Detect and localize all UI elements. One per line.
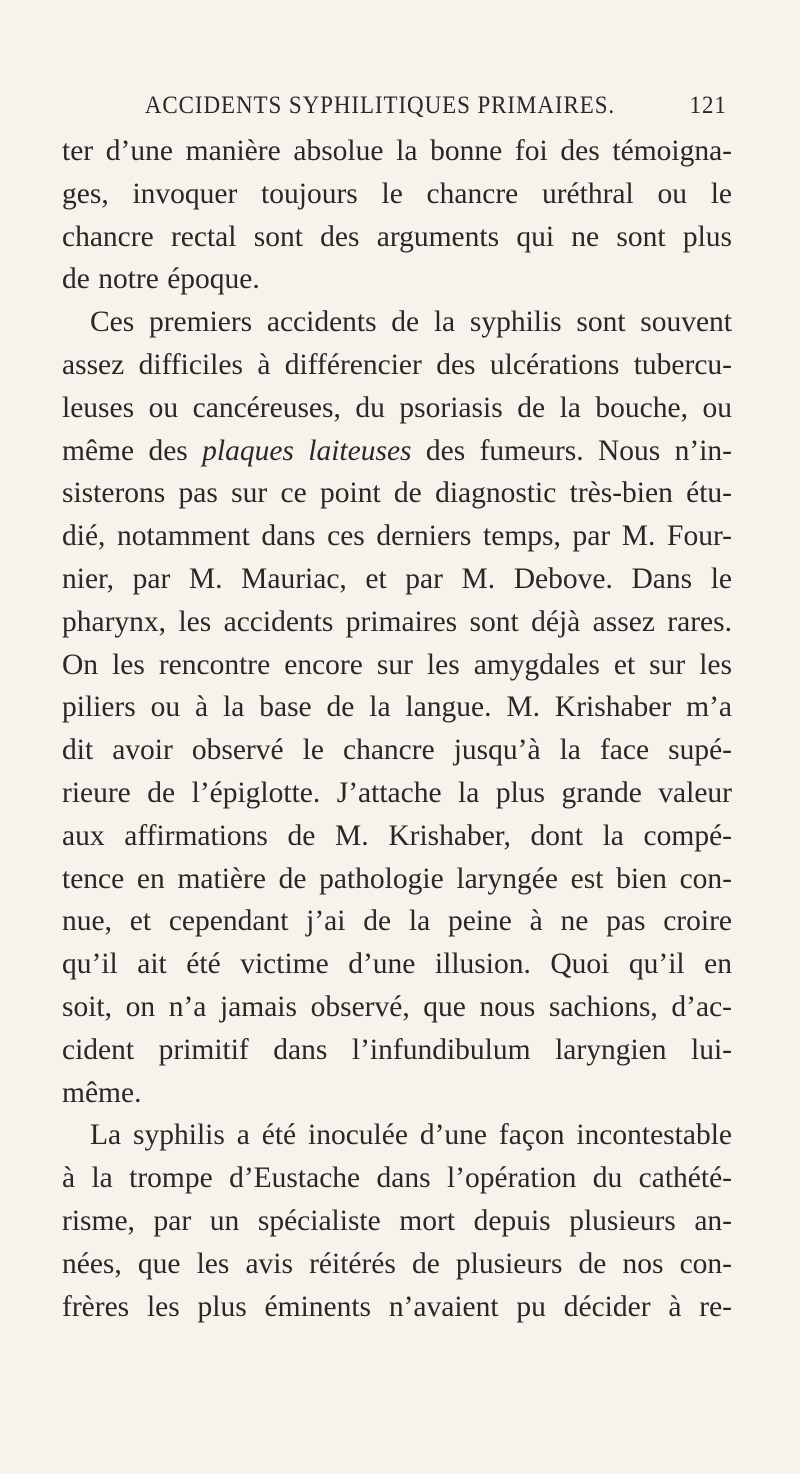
text-line: nier, par M. Mauriac, et par M. Debove. Dans le [62, 562, 732, 595]
text-line: chancre rectal sont des arguments qui ne sont plus [62, 220, 732, 253]
paragraph-start-line: La syphilis a été inoculée d’une façon incontestable [90, 1119, 732, 1152]
paragraph-end-line: même. [62, 1076, 142, 1109]
text-line-with-italic [62, 430, 732, 473]
text-line: dit avoir observé le chancre jusqu’à la face supé- [62, 734, 732, 767]
text-line: pharynx, les accidents primaires sont déjà assez rares. [62, 605, 732, 638]
italic-phrase: plaques laiteuses [202, 434, 412, 467]
text-line: cident primitif dans l’infundibulum laryngien lui- [62, 1033, 732, 1066]
chapter-title: ACCIDENTS SYPHILITIQUES PRIMAIRES. [144, 92, 616, 119]
italic-before: même des [62, 434, 203, 467]
page-number: 121 [689, 92, 727, 119]
body-text [62, 130, 732, 1328]
text-line: piliers ou à la base de la langue. M. Krishaber m’a [62, 691, 732, 724]
text-line: assez difficiles à différencier des ulcérations tubercu- [62, 348, 732, 381]
text-line: nue, et cependant j’ai de la peine à ne pas croire [62, 905, 732, 938]
text-line: tence en matière de pathologie laryngée est bien con- [62, 862, 732, 895]
text-line: sisterons pas sur ce point de diagnostic très-bien étu- [62, 477, 732, 510]
italic-after: des fumeurs. Nous n’in- [411, 434, 732, 467]
paragraph-end-line: de notre époque. [62, 263, 260, 296]
text-line: aux affirmations de M. Krishaber, dont la compé- [62, 819, 732, 852]
text-line: nées, que les avis réitérés de plusieurs de nos con- [62, 1247, 732, 1280]
text-line: risme, par un spécialiste mort depuis plusieurs an- [62, 1204, 732, 1237]
text-line: qu’il ait été victime d’une illusion. Quoi qu’il en [62, 948, 732, 981]
text-line: ter d’une manière absolue la bonne foi des témoigna- [62, 135, 732, 167]
paragraph-start-line: Ces premiers accidents de la syphilis sont souvent [90, 306, 732, 339]
running-head [132, 92, 727, 128]
text-line: leuses ou cancéreuses, du psoriasis de la bouche, ou [62, 391, 732, 424]
text-line: soit, on n’a jamais observé, que nous sachions, d’ac- [62, 990, 732, 1023]
text-line: On les rencontre encore sur les amygdales et sur les [62, 648, 732, 681]
text-line: à la trompe d’Eustache dans l’opération du cathété- [62, 1162, 732, 1195]
text-line: ges, invoquer toujours le chancre uréthral ou le [62, 177, 732, 210]
text-line: rieure de l’épiglotte. J’attache la plus grande valeur [62, 776, 732, 809]
text-line: dié, notamment dans ces derniers temps, par M. Four- [62, 520, 732, 553]
text-line: frères les plus éminents n’avaient pu décider à re- [62, 1290, 732, 1323]
